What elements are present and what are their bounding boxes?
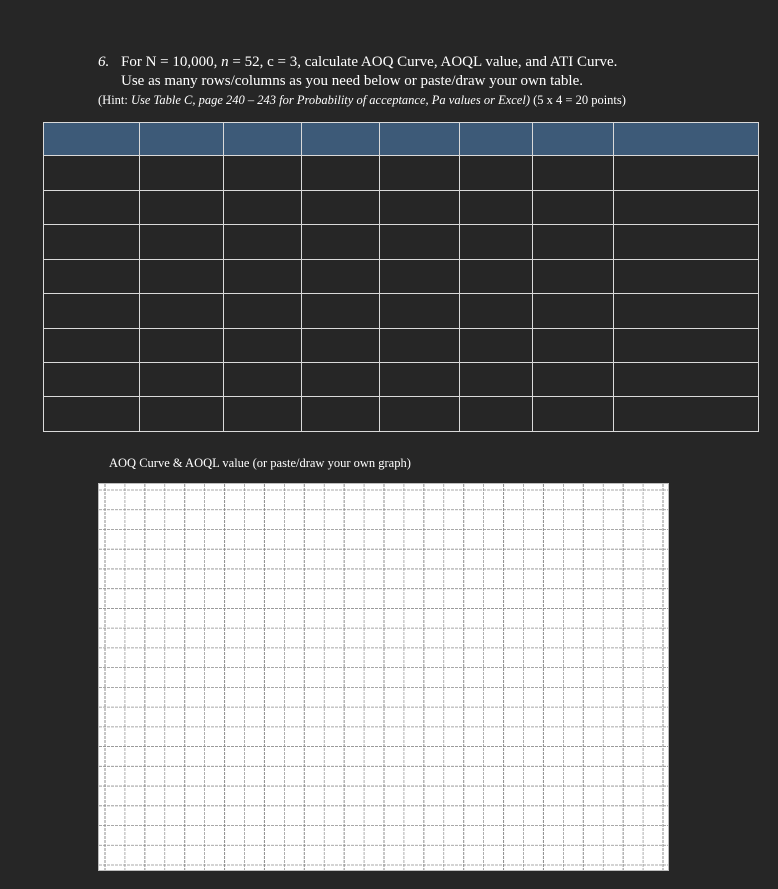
table-cell[interactable]	[302, 259, 380, 293]
question-var-n: n	[221, 54, 229, 70]
question-number: 6.	[98, 54, 110, 70]
table-cell[interactable]	[302, 328, 380, 362]
table-cell[interactable]	[140, 156, 224, 190]
table-cell[interactable]	[460, 294, 533, 328]
hint-italic: Use Table C, page 240 – 243 for Probability of acceptance, Pa values or Excel)	[130, 93, 530, 107]
question-6	[98, 53, 758, 108]
table-cell[interactable]	[44, 156, 140, 190]
table-cell[interactable]	[44, 190, 140, 224]
table-cell[interactable]	[44, 363, 140, 397]
question-text-b: = 52, c = 3, calculate AOQ Curve, AOQL value, and ATI Curve.	[228, 54, 618, 70]
table-cell[interactable]	[44, 225, 140, 259]
table-cell[interactable]	[460, 156, 533, 190]
table-cell[interactable]	[533, 397, 614, 432]
table-header-cell[interactable]	[44, 123, 140, 156]
table-cell[interactable]	[533, 328, 614, 362]
table-cell[interactable]	[140, 294, 224, 328]
table-cell[interactable]	[302, 397, 380, 432]
table-header-cell[interactable]	[460, 123, 533, 156]
table-cell[interactable]	[533, 363, 614, 397]
table-row	[44, 190, 759, 224]
table-cell[interactable]	[533, 156, 614, 190]
table-cell[interactable]	[302, 225, 380, 259]
table-header-cell[interactable]	[140, 123, 224, 156]
table-cell[interactable]	[460, 328, 533, 362]
table-header-cell[interactable]	[380, 123, 460, 156]
question-text-a: For N = 10,000,	[121, 54, 222, 70]
table-cell[interactable]	[224, 328, 302, 362]
table-cell[interactable]	[44, 328, 140, 362]
table-cell[interactable]	[380, 190, 460, 224]
table-cell[interactable]	[224, 190, 302, 224]
question-hint	[98, 92, 758, 108]
graph-title: AOQ Curve & AOQL value (or paste/draw your own graph)	[109, 456, 411, 470]
table-cell[interactable]	[302, 363, 380, 397]
table-row	[44, 259, 759, 293]
table-cell[interactable]	[533, 259, 614, 293]
table-cell[interactable]	[140, 259, 224, 293]
table-cell[interactable]	[224, 397, 302, 432]
table-cell[interactable]	[614, 190, 759, 224]
question-line-2: Use as many rows/columns as you need below or paste/draw your own table.	[121, 73, 583, 89]
table-row	[44, 294, 759, 328]
table-cell[interactable]	[380, 294, 460, 328]
graph-paper[interactable]	[98, 483, 669, 871]
table-cell[interactable]	[614, 363, 759, 397]
table-cell[interactable]	[140, 397, 224, 432]
table-cell[interactable]	[614, 294, 759, 328]
question-line-1	[98, 53, 758, 72]
table-cell[interactable]	[140, 225, 224, 259]
table-cell[interactable]	[614, 156, 759, 190]
table-cell[interactable]	[614, 397, 759, 432]
table-cell[interactable]	[224, 259, 302, 293]
table-cell[interactable]	[224, 294, 302, 328]
table-cell[interactable]	[224, 363, 302, 397]
table-cell[interactable]	[533, 225, 614, 259]
table-cell[interactable]	[224, 225, 302, 259]
table-cell[interactable]	[533, 294, 614, 328]
table-header-cell[interactable]	[302, 123, 380, 156]
table-row	[44, 363, 759, 397]
table-cell[interactable]	[460, 190, 533, 224]
table-cell[interactable]	[460, 363, 533, 397]
table-cell[interactable]	[460, 397, 533, 432]
table-cell[interactable]	[380, 363, 460, 397]
table-cell[interactable]	[140, 363, 224, 397]
table-cell[interactable]	[614, 328, 759, 362]
table-cell[interactable]	[140, 328, 224, 362]
grid-lines	[99, 484, 668, 870]
table-cell[interactable]	[140, 190, 224, 224]
table-cell[interactable]	[533, 190, 614, 224]
table-cell[interactable]	[380, 259, 460, 293]
answer-table[interactable]	[43, 122, 759, 432]
table-row	[44, 225, 759, 259]
table-header-cell[interactable]	[614, 123, 759, 156]
table-cell[interactable]	[44, 294, 140, 328]
table-row	[44, 328, 759, 362]
table-header-row	[44, 123, 759, 156]
table-row	[44, 397, 759, 432]
table-cell[interactable]	[224, 156, 302, 190]
table-cell[interactable]	[460, 225, 533, 259]
table-cell[interactable]	[380, 328, 460, 362]
table-row	[44, 156, 759, 190]
table-cell[interactable]	[302, 294, 380, 328]
table-cell[interactable]	[380, 156, 460, 190]
table-cell[interactable]	[614, 225, 759, 259]
table-cell[interactable]	[380, 225, 460, 259]
hint-open: (Hint:	[98, 93, 131, 107]
table-cell[interactable]	[614, 259, 759, 293]
table-cell[interactable]	[380, 397, 460, 432]
table-cell[interactable]	[460, 259, 533, 293]
hint-points: (5 x 4 = 20 points)	[529, 93, 626, 107]
table-cell[interactable]	[302, 190, 380, 224]
table-cell[interactable]	[302, 156, 380, 190]
table-header-cell[interactable]	[224, 123, 302, 156]
table-cell[interactable]	[44, 259, 140, 293]
table-header-cell[interactable]	[533, 123, 614, 156]
table-cell[interactable]	[44, 397, 140, 432]
